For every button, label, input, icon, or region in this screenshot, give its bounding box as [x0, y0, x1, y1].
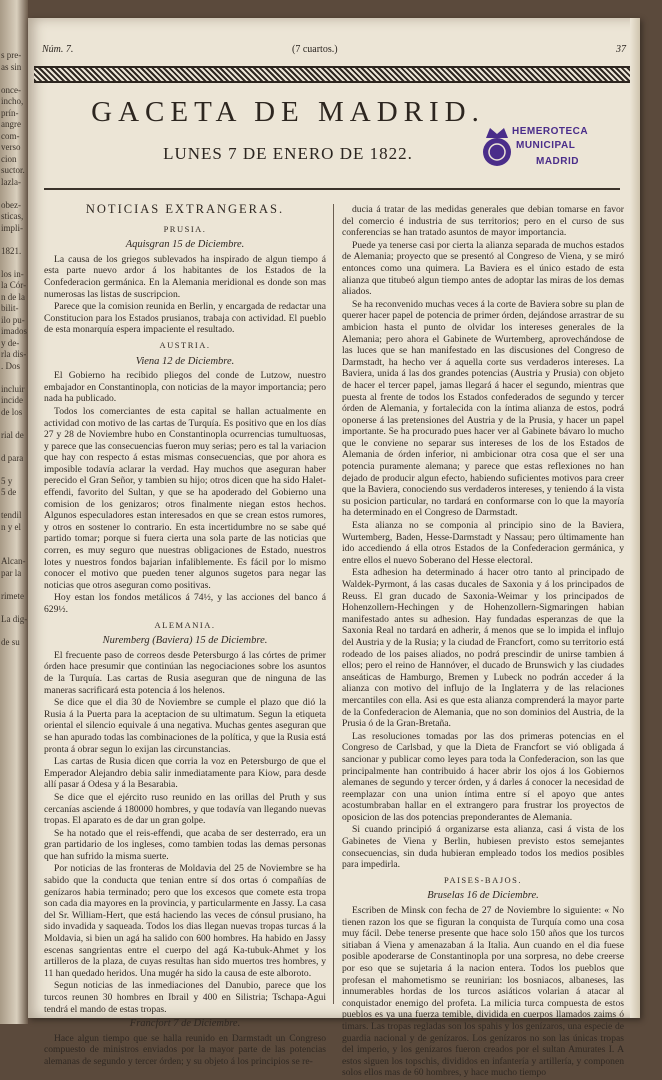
issue-price: (7 cuartos.): [292, 44, 338, 55]
country-heading-prusia: PRUSIA.: [163, 223, 207, 234]
adjacent-page-fragments: s pre- as sin once- incho, prín- angre com- verso cion suctor. lazla- obez- sticas, impli- 1821. los in- la Cór- n de la bilit- ilo pu- imados y de- rla dis- . Dos incluir incide de los rial de d para 5 y 5 de tendil n y el Alcan- par la rimete La dig- de su: [1, 50, 28, 647]
paragraph: Las resoluciones tomadas por las dos primeras potencias en el Congreso de Carlsbad, y que la Dieta de Francfort se vió obligada á sancionar y publicar como leyes para toda la Confederacion, son las que principalmente han contribuido á hacer abrir los ojos á los Gobiernos alemanes de segundo y tercer órden, y á darles á conocer la necesidad de reemplazar con una union íntima entre sí el apoyo que antes acostumbraban hallar en el extrangero para frustrar los proyectos de oposicion de las dos potencias preponderantes de Alemania.: [342, 730, 624, 823]
stamp-line-2: MUNICIPAL: [516, 140, 576, 151]
paragraph: Todos los comerciantes de esta capital se hallan actualmente en actividad con motivo de las cartas de Turquía. Es positivo que en los días 27 y 28 de Noviembre hubo en Constantinopla ocurrencias tumultuosas, y parece que las consecuencias fueron muy serias; pero es tal la variacion que hay con respecto á estas mismas consecuencias, que por ahora es imposible todavía aclarar la verdad. Hay muchos que aseguran haber perecido el Gran Señor, y tambien su hijo; otros dicen que ha sido Halet-effendi, favorito del Sultan, y que se ha apoderado del Gobierno una comision de los genizaros; otros finalmente niegan estos hechos. Algunos especuladores estan interesados en que se crean estos rumores, y otros en sostener lo contrario. En esta incertidumbre no se sabe qué partido tomar; porque si fuera cierta una sola parte de las noticias que corren, es muy seguro que nuestras obligaciones de Estado, nuestros lotes y nuestros fondos bajarian infaliblemente. Es fácil por lo mismo conocer el motivo que pueden tener algunos sugetos para negar las noticias que otros aseguran como positivas.: [44, 405, 326, 591]
dateline-francfort: Francfort 7 de Diciembre.: [129, 1018, 241, 1030]
paragraph: Se dice que el dia 30 de Noviembre se cumple el plazo que dió la Rusia á la Puerta para la aceptacion de su ultimatum. Segun la etiqueta oriental el silencio equivale á una negativa. Muchas gentes aseguran que se han apurado todas las combinaciones de la política, y que la Rusia está pronta á obrar segun lo exijan las circunstancias.: [44, 697, 326, 755]
paragraph: Puede ya tenerse casi por cierta la alianza separada de muchos estados de Alemania; proyecto que se presentó al Congreso de Viena, y se miró entonces como una quimera. La Baviera es el único estado de esta alianza que titubeó algun tiempo antes de adoptar las miras de los demas aliados.: [342, 239, 624, 298]
paragraph: El Gobierno ha recibido pliegos del conde de Lutzow, nuestro embajador en Constantinopla, con noticias de la mayor importancia; pero nada ha publicado.: [44, 370, 326, 405]
newspaper-page: [28, 18, 640, 1079]
paragraph: Parece que la comision reunida en Berlin, y encargada de redactar una Constitucion para los Estados prusianos, trabaja con actividad. El pueblo de esta monarquía espera impaciente el resultado.: [44, 301, 326, 336]
library-stamp: [478, 120, 608, 182]
paragraph: Se ha reconvenido muchas veces á la corte de Baviera sobre su plan de querer hacer papel de potencia de primer órden, dejándose arrastrar de su ambicion hasta el punto de olvidar los intereses generales de la Alemania; pero ahora el Gabinete de Wurtemberg, aprovechándose de las luces que se han manifestado en las discusiones del Congreso de Darmstadt, ha hecho ver á aquella corte sus verdaderos intereses. La Baviera, unida á las dos grandes potencias (Austria y Prusia) con objeto de hacer el tercer papel, jamas llegará á hacer el segundo, mientras que puesta al frente de todos los Estados confederados de segundo y tercer órden de Alemania, y fortalecida con la íntima alianza de estos, podrá oponerse á las pretensiones del Austria y de la Prusia, y hacer un papel importante. Se ha procurado pues hacer ver al Gabinete bávaro lo mucho que le conviene no separar sus intereses de los de los Estados de Alemania de órden inferior, ni ambicionar otra cosa que el ser una potencia puramente alemana; y parece que estas reflexiones no han dejado de producir algun efecto, habiendo suficientes motivos para creer que la Baviera, conociendo sus verdaderos intereses, y teniendo á la vista su posicion particular, no tardará en conformarse con lo que la mayoría ha determinado en el Congreso de Darmstadt.: [342, 298, 624, 519]
section-heading: NOTICIAS EXTRANGERAS.: [85, 202, 285, 216]
page-right-edge: [630, 18, 640, 1018]
dateline-bruselas: Bruselas 16 de Diciembre.: [427, 890, 539, 902]
paragraph: Si cuando principió á organizarse esta alianza, casi á vista de los Gabinetes de Viena y Berlin, hubiesen previsto estos semejantes consecuencias, sin duda hubieran empleado todos los medios posibles para impedirla.: [342, 824, 624, 871]
adjacent-page-edge: [0, 0, 28, 1024]
right-column: [342, 204, 624, 1080]
masthead-title: GACETA DE MADRID.: [91, 96, 485, 128]
stamp-line-1: HEMEROTECA: [512, 126, 589, 137]
paragraph: Segun noticias de las inmediaciones del Danubio, parece que los turcos reunen 30 hombres en Ibrail y 400 en Silistria; Tschapa-Agui tendrá el mando de estas tropas.: [44, 980, 326, 1015]
crown-seal-icon: [478, 124, 516, 168]
dateline-viena: Viena 12 de Diciembre.: [135, 355, 235, 367]
paragraph: Se ha notado que el reis-effendi, que acaba de ser desterrado, era un gran partidario de los ingleses, como tambien todas las demas personas que han sufrido la misma suerte.: [44, 827, 326, 862]
country-heading-alemania: ALEMANIA.: [154, 619, 216, 630]
paragraph: ducia á tratar de las medidas generales que debian tomarse en favor del comercio é industria de sus territorios; pero en el curso de sus conferencias se han tratado asuntos de mayor importancia.: [342, 204, 624, 239]
paragraph: Las cartas de Rusia dicen que corria la voz en Petersburgo de que el Emperador Alejandro debia salir inmediatamente para Kiow, para desde allí pasar á Odesa y á la Besarabia.: [44, 756, 326, 791]
page-header-line: [42, 44, 626, 58]
paragraph: Hace algun tiempo que se halla reunido en Darmstadt un Congreso compuesto de ministros enviados por la mayor parte de las potencias alemanas de segundo y tercer órden; y su objeto á los principios se re-: [44, 1032, 326, 1067]
paragraph: Se dice que el ejército ruso reunido en las orillas del Pruth y sus cercanías asciende á 180000 hombres, y que todavía van llegando nuevas tropas. El aparato es de dar un gran golpe.: [44, 791, 326, 827]
dateline-nuremberg: Nuremberg (Baviera) 15 de Diciembre.: [102, 635, 268, 647]
paragraph: Por noticias de las fronteras de Moldavia del 25 de Noviembre se ha sabido que la conducta que tenian entre sí dos ortas ó compañías de genízaros habia terminado; pero que los excesos que comete esta tropa son cada dia mayores en la provincia, y particularmente en Jassy. La casa del Sr. William-Hert, que está haciendo las veces de cónsul prusiano, ha sido invadida y saqueada. Todos los dias llegan nuevas tropas turcas á la Moldavia, si bien un agá ha salido con 600 hombres. Ha habido en Jassy escenas sangrientas entre el cuerpo del agá Ka-tubuk-Ahmet y los artilleros de la plaza, de cuyas resultas han sido muertos tres hombres, y 11 han quedado heridos. Una mugér ha sido la causa de este alboroto.: [44, 863, 326, 979]
stamp-line-3: MADRID: [536, 156, 579, 167]
paragraph: Hoy estan los fondos metálicos á 74½, y las acciones del banco á 629½.: [44, 592, 326, 615]
paragraph: El frecuente paso de correos desde Petersburgo á las córtes de primer órden hace presumir que continúan las negociaciones sobre los asuntos de la Turquía. Las cartas de Rusia aseguran que de ninguna de las maneras sacrificará esta potencia á los helenos.: [44, 649, 326, 696]
left-column: [44, 204, 326, 1069]
country-heading-paises-bajos: PAISES-BAJOS.: [444, 874, 522, 885]
ornamental-border: [34, 66, 630, 83]
issue-number: Núm. 7.: [42, 44, 74, 55]
page-number: 37: [616, 44, 626, 55]
country-heading-austria: AUSTRIA.: [159, 339, 211, 350]
issue-date: LUNES 7 DE ENERO DE 1822.: [163, 144, 413, 163]
paragraph: Esta adhesion ha determinado á hacer otro tanto al principado de Waldek-Pyrmont, á las casas ducales de Saxonia y á los principados de Reuss. El gran ducado de Saxonia-Weimar y los principados de Hohenzollern-Hechingen y de Hohenzollern-Sigmaringen habian manifestado antes su adhesion. Hay fundadas esperanzas de que la Saxonia Real no tardará en adherir, á menos que se lo impida el influjo del Austria y de la Rusia; y la ciudad de Francfort, como su territorio está rodeado de los paises aliados, no podrá prescindir de unirse tambien á ellos; pero el reino de Hannóver, el ducado de Brunswich y las ciudades anseáticas de Hamburgo, Bremen y Lubeck no podrán acceder á la alianza con motivo del influjo de la Inglaterra y de las relaciones mercantiles con ella. Asi es que esta alianza comprenderá la mayor parte de la Confederacion de Alemania, que no son dominios del Austria, de la Prusia ó de la Gran-Bretaña.: [342, 567, 624, 730]
dateline-aquisgran: Aquisgran 15 de Diciembre.: [125, 239, 245, 251]
header-rule: [44, 188, 620, 190]
paragraph: La causa de los griegos sublevados ha inspirado de algun tiempo á esta parte nuevo ardor á los habitantes de los Estados de la Confederacion germánica. En la Alemania meridional es donde son mas numerosas las listas de suscripcion.: [44, 253, 326, 300]
column-divider: [333, 204, 334, 1004]
paragraph: Escriben de Minsk con fecha de 27 de Noviembre lo siguiente: « No tienen razon los que se figuran la conquista de Turquía como una cosa muy fácil. Debe tenerse presente que hace solo 150 años que los turcos sitiaban á Viena y amenazaban á la Italia. Aun cuando en el dia fuese posible apoderarse de Constantinopla por una sorpresa, no debe creerse por eso que se sujetaria á la nacion entera. Todos los pueblos que profesan el mahometismo se reunirian: los bosniacos, albaneses, las innumerables hordas de los turcos asiáticos volarian á atacar al conquistador enemigo del profeta. La milicia turca compuesta de estos pueblos es ya una fuerza temible, dividida en cuerpos llamados zaims ó timars. Las tropas regladas son los spahis y los genízaros, una especie de guardia nacional y de genízaros. Los genízaros no son las únicas tropas del imperio, y los genízaros fueron creados por el sultan Amurates I. A estos siguen los topschis, divididos en infantería y artillería, y componen solos ellos mas de 60 hombres, y hace mucho tiempo: [342, 905, 624, 1079]
paragraph: Esta alianza no se componia al principio sino de la Baviera, Wurtemberg, Baden, Hesse-Darmstadt y Nassau; pero últimamente han ido accediendo á ella otros Estados de la Confederacion germánica, y entre ellos el nuevo Soberano del Hesse electoral.: [342, 520, 624, 566]
